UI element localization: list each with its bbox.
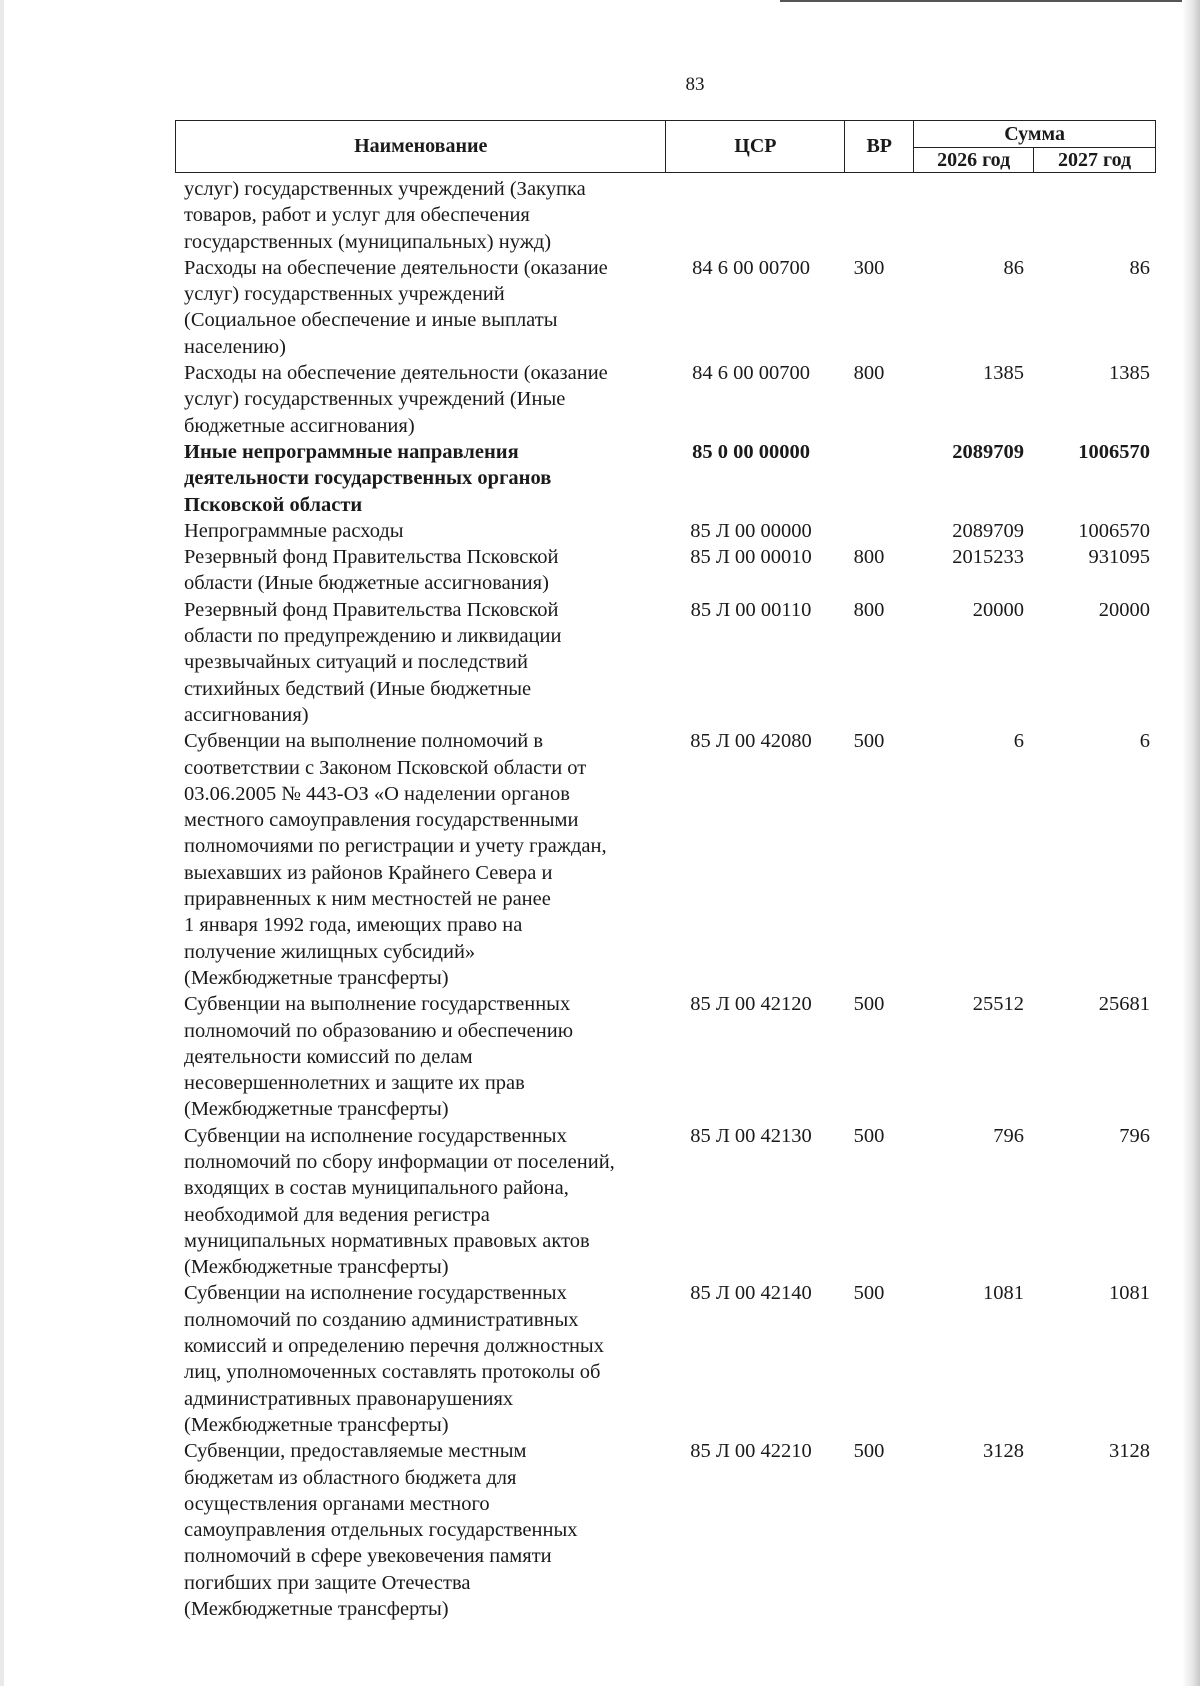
row-name-line: погибших при защите Отечества xyxy=(184,1571,471,1594)
row-name-line: полномочиями по регистрации и учету граждан, xyxy=(184,835,607,858)
row-sum-2026: 2089709 xyxy=(952,440,1024,463)
row-name-line: бюджетам из областного бюджета для xyxy=(184,1466,517,1489)
row-name-line: Субвенции на исполнение государственных xyxy=(184,1124,567,1147)
row-vr xyxy=(844,176,894,255)
row-sum-2027: 3128 xyxy=(1109,1440,1150,1463)
row-name xyxy=(184,597,656,728)
row-name-line: приравненных к ним местностей не ранее xyxy=(184,888,551,911)
row-sum-2026: 2015233 xyxy=(952,546,1024,569)
header-csr: ЦСР xyxy=(666,121,845,173)
row-sum-2026: 25512 xyxy=(972,993,1024,1016)
row-name-line: Субвенции на выполнение государственных xyxy=(184,993,571,1016)
row-name xyxy=(184,728,656,991)
row-name-line: (Межбюджетные трансферты) xyxy=(184,1598,449,1621)
header-year-2027: 2027 год xyxy=(1034,148,1156,173)
row-name xyxy=(184,544,656,597)
row-csr: 85 Л 00 00110 xyxy=(690,598,812,621)
row-name-line: области (Иные бюджетные ассигнования) xyxy=(184,572,549,595)
row-name-line: полномочий по сбору информации от поселений, xyxy=(184,1150,615,1173)
row-name-line: деятельности государственных органов xyxy=(184,467,552,490)
header-name: Наименование xyxy=(176,121,666,173)
row-vr: 500 xyxy=(853,1124,885,1147)
row-sum-2027: 25681 xyxy=(1098,993,1150,1016)
row-name-line: Субвенции на исполнение государственных xyxy=(184,1282,567,1305)
row-name xyxy=(184,439,656,518)
row-sum-2026 xyxy=(894,176,1024,255)
row-sum-2026: 6 xyxy=(1013,730,1024,753)
row-name-line: чрезвычайных ситуаций и последствий xyxy=(184,651,528,674)
row-sum-2027: 1385 xyxy=(1109,362,1150,385)
row-name-line: Расходы на обеспечение деятельности (оказание xyxy=(184,362,608,385)
row-name-line: 03.06.2005 № 443-ОЗ «О наделении органов xyxy=(184,782,570,805)
row-csr: 85 Л 00 42140 xyxy=(690,1282,812,1305)
row-name-line: входящих в состав муниципального района, xyxy=(184,1177,569,1200)
row-sum-2027 xyxy=(1024,176,1150,255)
row-csr: 85 0 00 00000 xyxy=(692,440,810,463)
table-row xyxy=(0,1438,1200,1622)
row-name-line: населению) xyxy=(184,335,286,358)
row-name-line: 1 января 1992 года, имеющих право на xyxy=(184,914,523,937)
row-name xyxy=(184,1438,656,1622)
header-vr: ВР xyxy=(845,121,914,173)
table-header xyxy=(175,120,1156,173)
row-name-line: (Межбюджетные трансферты) xyxy=(184,1098,449,1121)
row-csr: 85 Л 00 42080 xyxy=(690,730,812,753)
row-vr: 800 xyxy=(853,362,885,385)
row-name-line: (Социальное обеспечение и иные выплаты xyxy=(184,309,558,332)
row-name xyxy=(184,255,656,360)
row-sum-2026: 20000 xyxy=(972,598,1024,621)
table-row xyxy=(0,439,1200,518)
row-sum-2027: 1081 xyxy=(1109,1282,1150,1305)
row-name-line: Псковской области xyxy=(184,493,363,516)
row-name-line: услуг) государственных учреждений (Закупка xyxy=(184,178,586,200)
row-name-line: полномочий по образованию и обеспечению xyxy=(184,1019,574,1042)
row-name-line: самоуправления отдельных государственных xyxy=(184,1519,578,1542)
row-name-line: услуг) государственных учреждений (Иные xyxy=(184,388,566,411)
row-name-line: стихийных бедствий (Иные бюджетные xyxy=(184,677,532,700)
table-row xyxy=(0,255,1200,360)
table-row xyxy=(0,544,1200,597)
table-row xyxy=(0,1280,1200,1438)
row-name-line: Непрограммные расходы xyxy=(184,519,404,542)
row-sum-2026: 86 xyxy=(1003,256,1024,279)
row-name-line: государственных (муниципальных) нужд) xyxy=(184,230,552,253)
row-name-line: Резервный фонд Правительства Псковской xyxy=(184,598,559,621)
row-name-line: несовершеннолетних и защите их прав xyxy=(184,1072,525,1095)
table-row xyxy=(0,991,1200,1122)
row-sum-2026: 3128 xyxy=(983,1440,1024,1463)
row-name-line: (Межбюджетные трансферты) xyxy=(184,1413,449,1436)
row-vr: 500 xyxy=(853,730,885,753)
row-csr: 85 Л 00 42130 xyxy=(690,1124,812,1147)
row-name-line: бюджетные ассигнования) xyxy=(184,414,415,437)
row-csr: 85 Л 00 42210 xyxy=(690,1440,812,1463)
row-name xyxy=(184,360,656,439)
row-name xyxy=(184,518,656,544)
row-name-line: товаров, работ и услуг для обеспечения xyxy=(184,204,530,227)
row-csr xyxy=(666,176,836,255)
row-name-line: Резервный фонд Правительства Псковской xyxy=(184,546,559,569)
table-row xyxy=(0,360,1200,439)
row-name-line: деятельности комиссий по делам xyxy=(184,1045,473,1068)
row-name-line: выехавших из районов Крайнего Севера и xyxy=(184,861,553,884)
row-vr: 800 xyxy=(853,546,885,569)
row-vr: 500 xyxy=(853,1440,885,1463)
row-vr xyxy=(844,518,894,544)
row-csr: 85 Л 00 00010 xyxy=(690,546,812,569)
row-sum-2027: 1006570 xyxy=(1078,440,1150,463)
row-name-line: соответствии с Законом Псковской области от xyxy=(184,756,587,779)
row-name-line: Субвенции на выполнение полномочий в xyxy=(184,730,544,753)
row-sum-2027: 6 xyxy=(1139,730,1150,753)
row-vr: 500 xyxy=(853,1282,885,1305)
row-name-line: местного самоуправления государственными xyxy=(184,809,579,832)
table-row xyxy=(0,597,1200,728)
row-csr: 85 Л 00 42120 xyxy=(690,993,812,1016)
row-sum-2026: 796 xyxy=(993,1124,1024,1147)
row-vr: 500 xyxy=(853,993,885,1016)
row-sum-2026: 1385 xyxy=(983,362,1024,385)
row-csr: 84 6 00 00700 xyxy=(692,362,810,385)
row-vr: 300 xyxy=(853,256,885,279)
row-name-line: муниципальных нормативных правовых актов xyxy=(184,1229,590,1252)
page-number: 83 xyxy=(685,74,705,95)
row-sum-2027: 1006570 xyxy=(1078,519,1150,542)
header-sum: Сумма xyxy=(914,121,1156,148)
row-name-line: необходимой для ведения регистра xyxy=(184,1203,490,1226)
row-name-line: (Межбюджетные трансферты) xyxy=(184,1256,449,1279)
row-name-line: лиц, уполномоченных составлять протоколы об xyxy=(184,1361,601,1384)
row-sum-2026: 1081 xyxy=(983,1282,1024,1305)
row-name-line: Иные непрограммные направления xyxy=(184,440,519,463)
row-sum-2027: 20000 xyxy=(1098,598,1150,621)
row-name-line: получение жилищных субсидий» xyxy=(184,940,476,963)
row-name-line: области по предупреждению и ликвидации xyxy=(184,625,562,648)
row-sum-2027: 931095 xyxy=(1088,546,1150,569)
row-vr xyxy=(844,439,894,518)
row-name-line: Расходы на обеспечение деятельности (оказание xyxy=(184,256,608,279)
row-name-line: осуществления органами местного xyxy=(184,1492,490,1515)
table-row xyxy=(0,1123,1200,1281)
scan-top-edge xyxy=(780,0,1200,2)
row-name-line: (Межбюджетные трансферты) xyxy=(184,966,449,989)
row-name xyxy=(184,176,656,255)
table-row xyxy=(0,176,1200,255)
row-name xyxy=(184,1280,656,1438)
row-name-line: ассигнования) xyxy=(184,703,309,726)
table-row xyxy=(0,518,1200,544)
table-body xyxy=(0,176,1200,1622)
row-name-line: административных правонарушениях xyxy=(184,1387,514,1410)
row-name xyxy=(184,1123,656,1281)
row-vr: 800 xyxy=(853,598,885,621)
header-year-2026: 2026 год xyxy=(914,148,1034,173)
row-csr: 85 Л 00 00000 xyxy=(690,519,812,542)
row-name xyxy=(184,991,656,1122)
row-name-line: комиссий и определению перечня должностных xyxy=(184,1335,604,1358)
row-name-line: Субвенции, предоставляемые местным xyxy=(184,1440,527,1463)
row-name-line: полномочий по созданию административных xyxy=(184,1308,579,1331)
row-name-line: услуг) государственных учреждений xyxy=(184,283,505,306)
row-name-line: полномочий в сфере увековечения памяти xyxy=(184,1545,552,1568)
row-sum-2027: 86 xyxy=(1129,256,1150,279)
row-sum-2026: 2089709 xyxy=(952,519,1024,542)
table-row xyxy=(0,728,1200,991)
row-sum-2027: 796 xyxy=(1119,1124,1150,1147)
row-csr: 84 6 00 00700 xyxy=(692,256,810,279)
